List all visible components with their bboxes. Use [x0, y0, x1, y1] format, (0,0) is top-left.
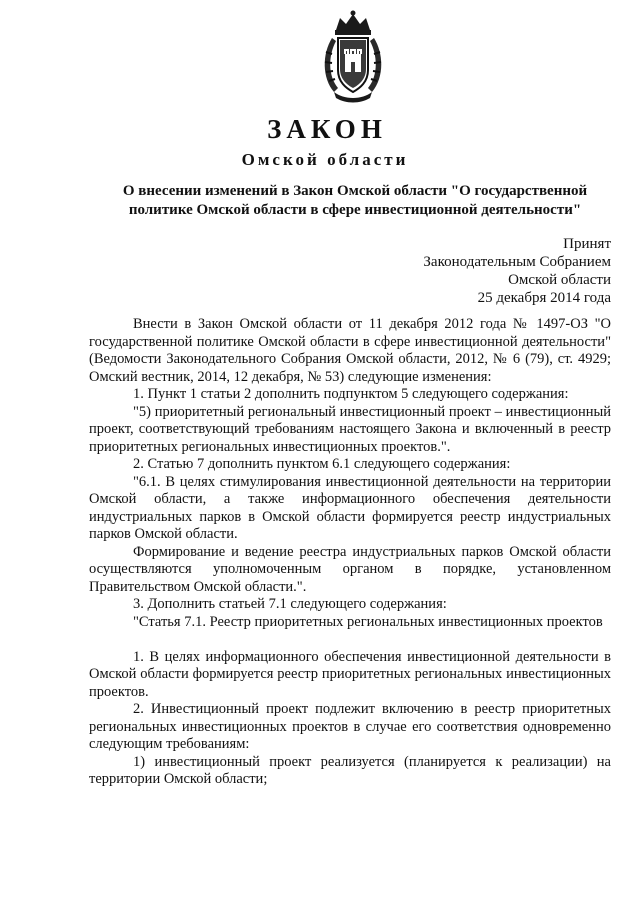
body-paragraph: "5) приоритетный региональный инвестиционный проект – инвестиционный проект, соответствующий требованиям настоящего Закона и включенный в реестр приоритетных региональных инвестиционных проектов.". — [89, 403, 611, 455]
adoption-date: 25 декабря 2014 года — [477, 290, 611, 306]
blank-line — [89, 631, 611, 649]
body-paragraph: 2. Статью 7 дополнить пунктом 6.1 следующего содержания: — [133, 456, 511, 472]
body-paragraph: 2. Инвестиционный проект подлежит включению в реестр приоритетных региональных инвестиционных проектов в случае его соответствия одновременно следующим требованиям: — [89, 701, 611, 752]
law-heading-line: О внесении изменений в Закон Омской области "О государственной — [122, 183, 588, 199]
document-subtitle: Омской области — [241, 150, 409, 169]
adoption-line: Омской области — [508, 272, 611, 288]
adoption-line: Принят — [563, 236, 611, 252]
law-heading-line: политике Омской области в сфере инвестиционной деятельности" — [128, 202, 582, 218]
body-paragraph: 1) инвестиционный проект реализуется (планируется к реализации) на территории Омской области; — [89, 753, 611, 787]
adoption-block — [423, 235, 611, 307]
body-paragraph: Формирование и ведение реестра индустриальных парков Омской области осуществляются уполномоченным органом в порядке, установленном Правительством Омской области.". — [89, 543, 611, 595]
law-body — [89, 316, 611, 789]
body-paragraph: "Статья 7.1. Реестр приоритетных региональных инвестиционных проектов — [133, 613, 603, 630]
law-heading — [100, 182, 610, 220]
body-paragraph: 1. В целях информационного обеспечения инвестиционной деятельности в Омской области формируется реестр приоритетных региональных инвестиционных проектов. — [89, 648, 611, 700]
body-paragraph: Внести в Закон Омской области от 11 декабря 2012 года № 1497-ОЗ "О государственной политике Омской области в сфере инвестиционной деятельности" (Ведомости Законодательного Собрания Омской области, 2012, № 6 (79), ст. 4929; Омский вестник, 2014, 12 декабря, № 53) следующие изменения: — [89, 316, 611, 385]
document-title: ЗАКОН — [267, 114, 387, 144]
coat-of-arms-emblem — [318, 8, 388, 104]
adoption-line: Законодательным Собранием — [423, 254, 611, 270]
body-paragraph: "6.1. В целях стимулирования инвестиционной деятельности на территории Омской области, а также информационного обеспечения деятельности индустриальных парков в Омской области формируется реестр индустриальных парков Омской области. — [89, 473, 611, 542]
body-paragraph: 1. Пункт 1 статьи 2 дополнить подпунктом 5 следующего содержания: — [133, 386, 569, 402]
body-paragraph: 3. Дополнить статьей 7.1 следующего содержания: — [133, 596, 447, 612]
